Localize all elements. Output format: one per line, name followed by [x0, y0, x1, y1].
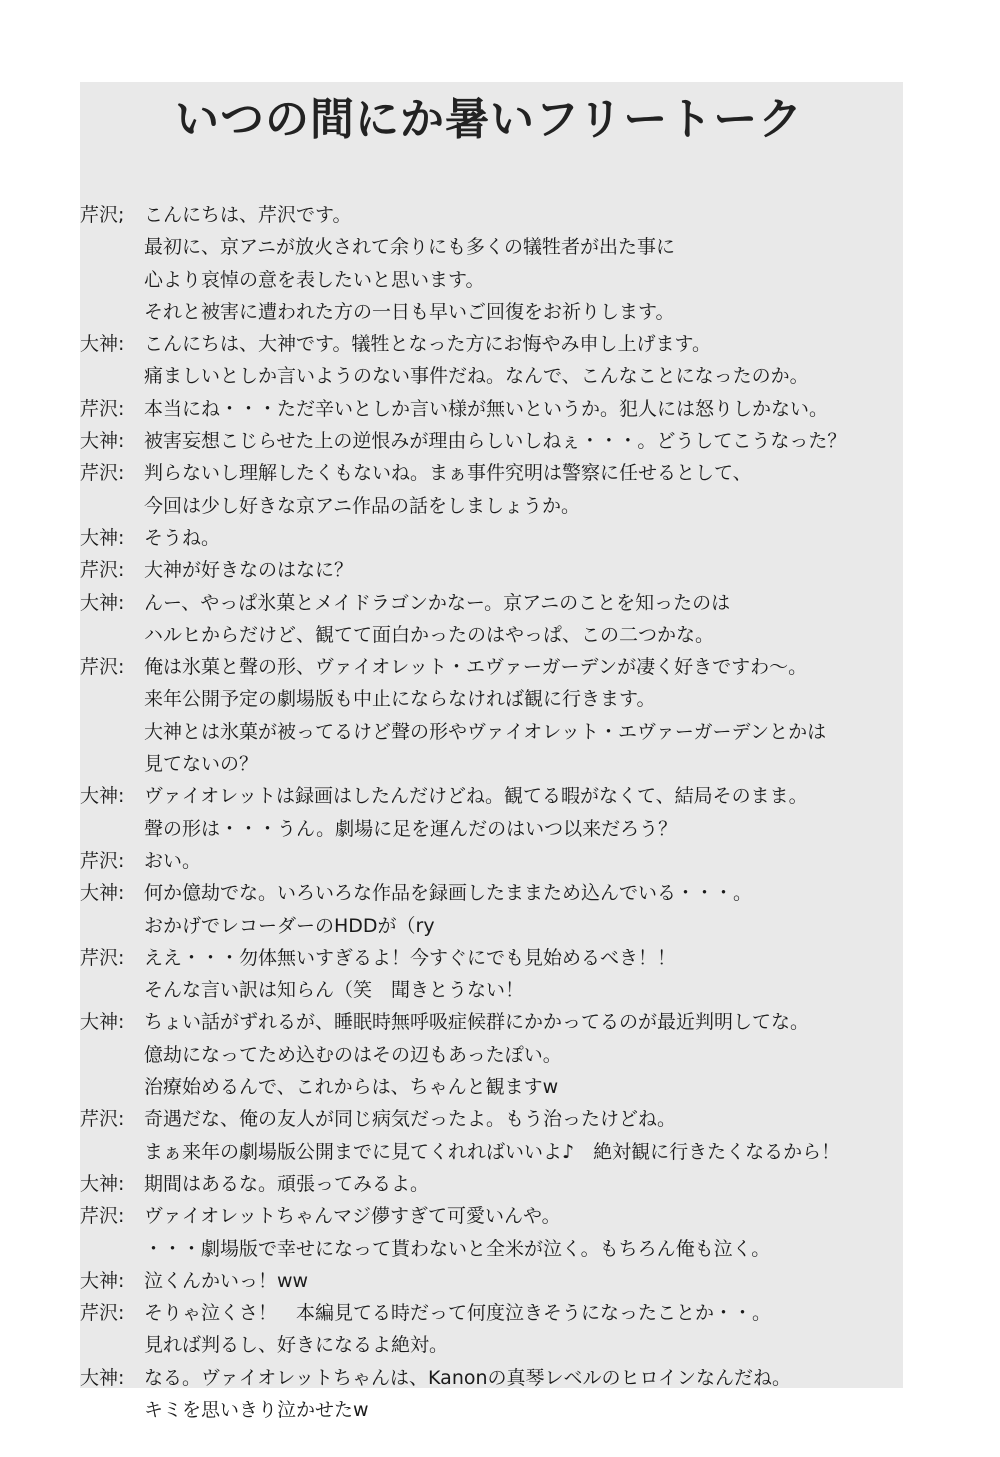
dialogue-text: んー、やっぱ氷菓とメイドラゴンかなー。京アニのことを知ったのは: [144, 591, 731, 614]
dialogue-line: [80, 1039, 903, 1071]
dialogue-text: 心より哀悼の意を表したいと思います。: [144, 268, 485, 291]
dialogue-text: 見てないの？: [144, 753, 259, 776]
dialogue-text: ハルヒからだけど、観てて面白かったのはやっぱ、この二つかな。: [144, 623, 715, 646]
dialogue-text: そうね。: [144, 526, 221, 549]
speaker-label: [80, 1233, 142, 1265]
speaker-label: [80, 1329, 142, 1361]
dialogue-text: 治療始めるんで、これからは、ちゃんと観ますw: [144, 1076, 559, 1099]
speaker-label: [80, 1394, 142, 1426]
dialogue-text: ・・・劇場版で幸せになって貰わないと全米が泣く。もちろん俺も泣く。: [144, 1237, 771, 1260]
dialogue-line: [80, 619, 903, 651]
dialogue-line: [80, 1329, 903, 1361]
speaker-label: 芹沢:: [80, 559, 125, 582]
dialogue-line: [80, 231, 903, 263]
speaker-label: 芹沢:: [80, 462, 125, 485]
dialogue-text: 最初に、京アニが放火されて余りにも多くの犠牲者が出た事に: [144, 236, 676, 259]
speaker-label: 大神:: [80, 333, 125, 356]
dialogue-text: なる。ヴァイオレットちゃんは、Kanonの真琴レベルのヒロインなんだね。: [144, 1366, 791, 1389]
dialogue-text: ちょい話がずれるが、睡眠時無呼吸症候群にかかってるのが最近判明してな。: [144, 1011, 810, 1034]
dialogue-line: [80, 845, 903, 877]
dialogue-line: [80, 199, 903, 231]
dialogue-line: [80, 554, 903, 586]
speaker-label: [80, 1071, 142, 1103]
dialogue-text: そりゃ泣くさ！ 本編見てる時だって何度泣きそうになったことか・・。: [144, 1302, 772, 1325]
dialogue-line: [80, 264, 903, 296]
dialogue-text: おかげでレコーダーのHDDが（ry: [144, 914, 435, 937]
dialogue-text: それと被害に遭われた方の一日も早いご回復をお祈りします。: [144, 300, 675, 323]
dialogue-line: [80, 1071, 903, 1103]
speaker-label: [80, 619, 142, 651]
dialogue-text: 億劫になってため込むのはその辺もあったぽい。: [144, 1043, 562, 1066]
dialogue-line: [80, 780, 903, 812]
dialogue-line: [80, 1394, 903, 1426]
dialogue-text: こんにちは、大神です。犠牲となった方にお悔やみ申し上げます。: [144, 333, 711, 356]
dialogue-text: 本当にね・・・ただ辛いとしか言い様が無いというか。犯人には怒りしかない。: [144, 397, 829, 420]
dialogue-text: 聲の形は・・・うん。劇場に足を運んだのはいつ以来だろう？: [144, 817, 678, 840]
speaker-label: [80, 748, 142, 780]
speaker-label: [80, 1039, 142, 1071]
dialogue-line: [80, 1362, 903, 1394]
dialogue-line: [80, 877, 903, 909]
speaker-label: 芹沢:: [80, 1302, 125, 1325]
dialogue-text: 判らないし理解したくもないね。まぁ事件究明は警察に任せるとして、: [144, 462, 752, 485]
speaker-label: [80, 974, 142, 1006]
speaker-label: 芹沢:: [80, 946, 125, 969]
dialogue-text: おい。: [144, 849, 202, 872]
speaker-label: [80, 683, 142, 715]
speaker-label: 芹沢;: [80, 204, 125, 226]
dialogue-line: [80, 490, 903, 522]
dialogue-line: [80, 1103, 903, 1135]
speaker-label: 芹沢:: [80, 1205, 125, 1228]
dialogue-text: 被害妄想こじらせた上の逆恨みが理由らしいしねぇ・・・。どうしてこうなった？: [144, 430, 847, 453]
speaker-label: 芹沢:: [80, 656, 125, 679]
dialogue-line: [80, 1233, 903, 1265]
dialogue-line: [80, 1168, 903, 1200]
dialogue-text: ヴァイオレットちゃんマジ儚すぎて可愛いんや。: [144, 1205, 561, 1228]
dialogue-text: 俺は氷菓と聲の形、ヴァイオレット・エヴァーガーデンが凄く好きですわ～。: [144, 656, 808, 679]
dialogue-text: 今回は少し好きな京アニ作品の話をしましょうか。: [144, 494, 581, 517]
dialogue-text: 来年公開予定の劇場版も中止にならなければ観に行きます。: [144, 688, 656, 711]
dialogue-line: [80, 457, 903, 489]
speaker-label: 大神:: [80, 1011, 125, 1034]
dialogue-line: [80, 1265, 903, 1297]
dialogue-text: こんにちは、芹沢です。: [144, 204, 352, 226]
speaker-label: 芹沢:: [80, 849, 125, 872]
speaker-label: 大神:: [80, 1269, 125, 1292]
speaker-label: 大神:: [80, 591, 125, 614]
speaker-label: [80, 813, 142, 845]
dialogue-line: [80, 974, 903, 1006]
speaker-label: [80, 231, 142, 263]
dialogue-line: [80, 748, 903, 780]
dialogue-line: [80, 910, 903, 942]
speaker-label: 芹沢:: [80, 1108, 125, 1131]
speaker-label: [80, 264, 142, 296]
dialogue-line: [80, 1136, 903, 1168]
speaker-label: 大神:: [80, 526, 125, 549]
dialogue-text: 期間はあるな。頑張ってみるよ。: [144, 1172, 430, 1195]
dialogue-line: [80, 813, 903, 845]
dialogue-text: ええ・・・勿体無いすぎるよ！今すぐにでも見始めるべき！！: [144, 946, 677, 969]
speaker-label: [80, 1136, 142, 1168]
dialogue-text: 痛ましいとしか言いようのない事件だね。なんで、こんなことになったのか。: [144, 365, 809, 388]
dialogue-line: [80, 1200, 903, 1232]
dialogue-text: 何か億劫でな。いろいろな作品を録画したままため込んでいる・・・。: [144, 882, 753, 905]
speaker-label: [80, 360, 142, 392]
speaker-label: 大神:: [80, 785, 125, 808]
dialogue-line: [80, 522, 903, 554]
dialogue-line: [80, 651, 903, 683]
page-panel: [80, 82, 903, 1421]
dialogue-text: そんな言い訳は知らん（笑 聞きとうない！: [144, 979, 525, 1002]
dialogue-text: 大神とは氷菓が被ってるけど聲の形やヴァイオレット・エヴァーガーデンとかは: [144, 720, 827, 743]
speaker-label: 大神:: [80, 430, 125, 453]
dialogue-text: キミを思いきり泣かせたw: [144, 1398, 369, 1421]
dialogue-line: [80, 683, 903, 715]
dialogue-list: [80, 199, 903, 1426]
speaker-label: [80, 296, 142, 328]
speaker-label: 芹沢:: [80, 397, 125, 420]
dialogue-text: 大神が好きなのはなに？: [144, 559, 354, 582]
speaker-label: [80, 490, 142, 522]
dialogue-text: まぁ来年の劇場版公開までに見てくれればいいよ♪ 絶対観に行きたくなるから！: [144, 1140, 841, 1163]
dialogue-text: ヴァイオレットは録画はしたんだけどね。観てる暇がなくて、結局そのまま。: [144, 785, 808, 808]
dialogue-line: [80, 328, 903, 360]
dialogue-line: [80, 1297, 903, 1329]
dialogue-text: 泣くんかいっ！ww: [144, 1269, 309, 1292]
dialogue-line: [80, 360, 903, 392]
dialogue-line: [80, 942, 903, 974]
dialogue-line: [80, 296, 903, 328]
speaker-label: [80, 910, 142, 942]
speaker-label: 大神:: [80, 1172, 125, 1195]
page-title: いつの間にか暑いフリートーク: [175, 94, 804, 145]
speaker-label: [80, 716, 142, 748]
speaker-label: 大神:: [80, 1366, 125, 1389]
dialogue-line: [80, 393, 903, 425]
dialogue-line: [80, 425, 903, 457]
dialogue-line: [80, 1006, 903, 1038]
dialogue-line: [80, 587, 903, 619]
dialogue-line: [80, 716, 903, 748]
dialogue-text: 奇遇だな、俺の友人が同じ病気だったよ。もう治ったけどね。: [144, 1108, 677, 1131]
speaker-label: 大神:: [80, 882, 125, 905]
dialogue-text: 見れば判るし、好きになるよ絶対。: [144, 1334, 449, 1357]
